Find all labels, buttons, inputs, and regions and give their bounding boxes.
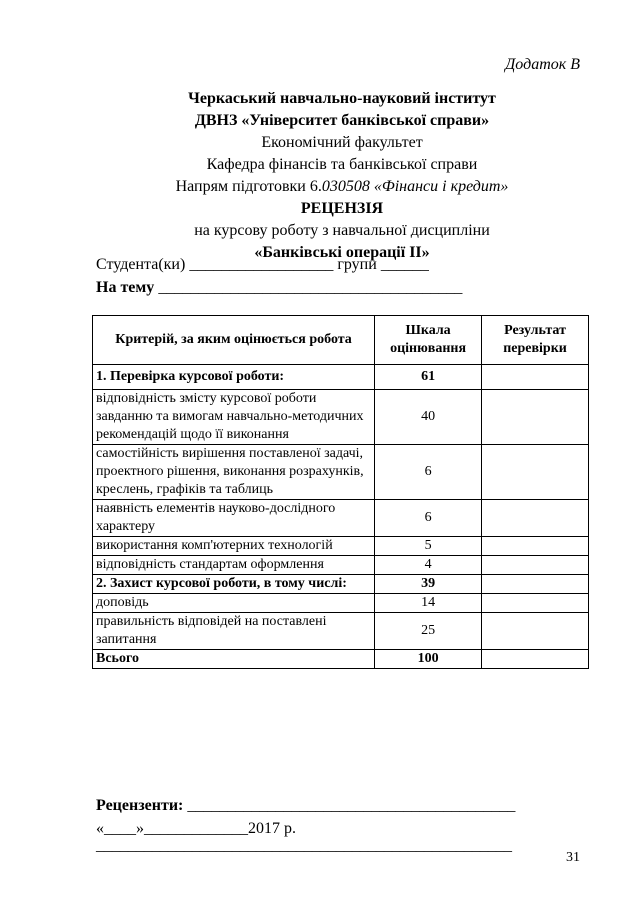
date-open-quote: « xyxy=(96,820,104,837)
result-cell[interactable] xyxy=(482,500,589,537)
scale-cell: 25 xyxy=(375,613,482,650)
table-row xyxy=(93,365,589,390)
scale-cell: 5 xyxy=(375,537,482,556)
result-cell[interactable] xyxy=(482,390,589,445)
scale-cell: 6 xyxy=(375,500,482,537)
faculty-name: Економічний факультет xyxy=(261,134,423,151)
table-row xyxy=(93,613,589,650)
criterion-cell: Всього xyxy=(93,650,375,669)
topic-line xyxy=(96,278,462,298)
topic-blank[interactable]: ______________________________________ xyxy=(158,279,463,296)
direction-code: 030508 «Фінанси і кредит» xyxy=(321,178,509,195)
table-row xyxy=(93,556,589,575)
table-row xyxy=(93,537,589,556)
criteria-table xyxy=(92,315,589,669)
university-name: ДВНЗ «Університет банківської справи» xyxy=(194,112,490,129)
criterion-cell: відповідність змісту курсової роботи завданню та вимогам навчально-методичних рекомендацій щодо її виконання xyxy=(93,390,375,445)
student-name-blank[interactable]: __________________ xyxy=(189,256,334,273)
date-close-quote: » xyxy=(136,820,144,837)
table-header-row xyxy=(93,316,589,365)
review-subtitle: на курсову роботу з навчальної дисципліни xyxy=(194,222,490,239)
criterion-cell: доповідь xyxy=(93,594,375,613)
criterion-cell: наявність елементів науково-дослідного характеру xyxy=(93,500,375,537)
discipline-name: «Банківські операції ІІ» xyxy=(254,244,430,261)
institute-name: Черкаський навчально-науковий інститут xyxy=(188,90,496,107)
scale-cell: 4 xyxy=(375,556,482,575)
document-header xyxy=(92,88,592,264)
criterion-cell: правильність відповідей на поставлені запитання xyxy=(93,613,375,650)
page-number: 31 xyxy=(566,850,580,865)
review-title: РЕЦЕНЗІЯ xyxy=(300,200,384,217)
date-year: 2017 р. xyxy=(248,820,296,837)
reviewers-line xyxy=(96,796,515,816)
group-label: групи xyxy=(337,256,377,273)
result-cell[interactable] xyxy=(482,556,589,575)
date-month-blank[interactable]: _____________ xyxy=(144,820,248,837)
criterion-cell: використання комп'ютерних технологій xyxy=(93,537,375,556)
topic-label: На тему xyxy=(96,279,155,296)
result-cell[interactable] xyxy=(482,594,589,613)
group-blank[interactable]: ______ xyxy=(380,256,429,273)
study-direction xyxy=(92,176,592,198)
appendix-label: Додаток В xyxy=(505,56,580,73)
direction-prefix: Напрям підготовки 6. xyxy=(175,178,322,195)
scale-cell: 6 xyxy=(375,445,482,500)
criterion-cell: 2. Захист курсової роботи, в тому числі: xyxy=(93,575,375,594)
result-cell[interactable] xyxy=(482,650,589,669)
date-day-blank[interactable]: ____ xyxy=(104,820,136,837)
table-row xyxy=(93,594,589,613)
student-label: Студента(ки) xyxy=(96,256,186,273)
header-result: Результат перевірки xyxy=(482,316,589,365)
result-cell[interactable] xyxy=(482,445,589,500)
bottom-signature-line[interactable]: ____________________________________________________ xyxy=(96,837,512,854)
student-line xyxy=(96,255,429,275)
department-name: Кафедра фінансів та банківської справи xyxy=(206,156,478,173)
scale-cell: 40 xyxy=(375,390,482,445)
reviewers-blank[interactable]: _________________________________________ xyxy=(187,797,516,814)
result-cell[interactable] xyxy=(482,537,589,556)
table-row xyxy=(93,390,589,445)
scale-cell: 39 xyxy=(375,575,482,594)
header-scale: Шкала оцінювання xyxy=(375,316,482,365)
criterion-cell: самостійність вирішення поставленої задачі, проектного рішення, виконання розрахунків, креслень, графіків та таблиць xyxy=(93,445,375,500)
result-cell[interactable] xyxy=(482,613,589,650)
scale-cell: 100 xyxy=(375,650,482,669)
reviewers-label: Рецензенти: xyxy=(96,797,184,814)
criterion-cell: відповідність стандартам оформлення xyxy=(93,556,375,575)
table-row xyxy=(93,445,589,500)
criterion-cell: 1. Перевірка курсової роботи: xyxy=(93,365,375,390)
result-cell[interactable] xyxy=(482,575,589,594)
result-cell[interactable] xyxy=(482,365,589,390)
scale-cell: 61 xyxy=(375,365,482,390)
table-row xyxy=(93,575,589,594)
table-row xyxy=(93,500,589,537)
scale-cell: 14 xyxy=(375,594,482,613)
table-row xyxy=(93,650,589,669)
header-criterion: Критерій, за яким оцінюється робота xyxy=(93,316,375,365)
